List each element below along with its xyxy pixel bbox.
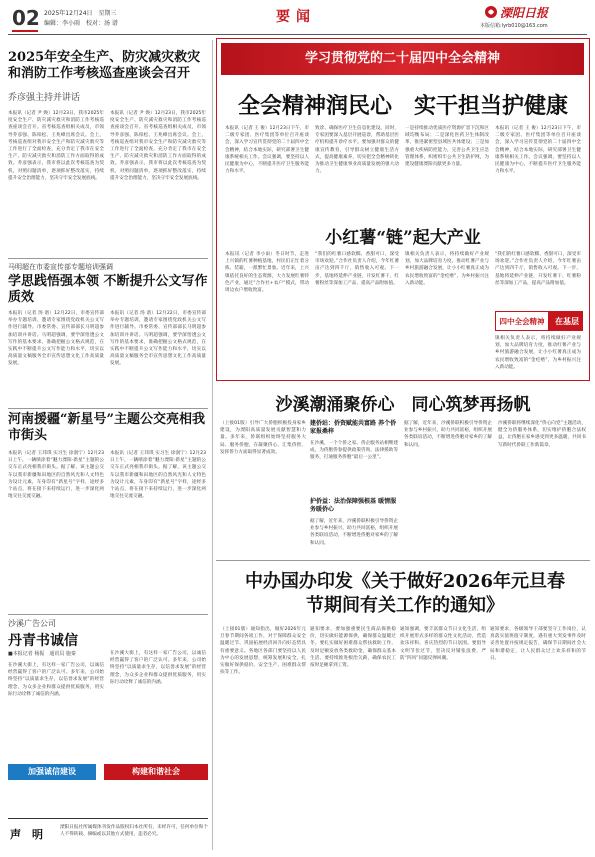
- feature-tag: [495, 311, 583, 331]
- feature-sub-col2: “我们的红薯口感软糯、香甜可口，深受市场欢迎。”合作社负责人介绍，今年红薯亩产达到四千斤，销售收入可观。下一步，基地将延伸产业链，开发红薯干、红薯粉丝等深加工产品，提高产品附加值。: [315, 252, 399, 286]
- feature-headline: 全会精神润民心 实干担当护健康: [237, 93, 568, 119]
- mid-col3-title: 护侨益：法治保障强根基 暖情服务暖侨心: [310, 498, 397, 513]
- story4-body-b: 在沙溪大街上，有这样一家广告公司，以诚信经营赢得了客户的广泛认可。多年来，公司始终坚持“以质量求生存，以信誉求发展”的经营理念，为众多企业和群众提供优质服务，用实际行动诠释了诚信的内涵。: [110, 651, 206, 685]
- story2-body-b: 本报讯（记者 汤 谱）12月22日，市委宣传部举办专题培训，邀请专家围绕党政机关公文写作进行辅导。市委常委、宣传部部长马明超参加培训并讲话。马明超强调，要学深悟透公文写作的基本要求，准确把握公文格式规范，在实践中不断提升公文写作能力和水平，切实以高质量文稿服务全市宣传思想文化工作高质量发展。: [110, 311, 206, 367]
- mid-col3: 据了解，近年来，沙溪侨联积极引导侨资企业参与乡村振兴，助力共同富裕，组织开展各类联谊活动，不断增进侨胞对家乡的了解和认同。: [310, 519, 398, 546]
- story3-body-b: 本报讯（记者 王玮琪 实习生 徐润宁）12月23日上午，一辆喷涂着“魅力溧阳·新星”主题的公交车正式亮相我市街头。据了解，该主题公交车以我市新疆和田地区的自然风光和人文特色为设计元素，车身印有“新星号”字样，途经多个站点，将在接下来持续运行，进一步深化两地交往交流交融。: [110, 451, 206, 500]
- feature-col1: 本报讯（记者 王 俊）12月23日下午，市二级专家团、医疗集团等单位召开座谈会，深入学习宣传贯彻党的二十届四中全会精神，结合本地实际，研究部署卫生健康系统相关工作。会议强调，要坚持以人民健康为中心，不断提升医疗卫生服务能力和水平。: [225, 126, 309, 175]
- story4-kicker: 沙溪广告公司: [8, 619, 56, 628]
- editor-line: 编辑：李小雨 校对：汤 谱: [44, 20, 118, 27]
- story4-body-a: 在沙溪大街上，有这样一家广告公司，以诚信经营赢得了客户的广泛认可。多年来，公司始终坚持“以质量求生存，以信誉求发展”的经营理念，为众多企业和群众提供优质服务，用实际行动诠释了诚信的内涵。: [8, 663, 104, 697]
- story2-body-a: 本报讯（记者 汤 谱）12月22日，市委宣传部举办专题培训，邀请专家围绕党政机关公文写作进行辅导。市委常委、宣传部部长马明超参加培训并讲话。马明超强调，要学深悟透公文写作的基本要求，准确把握公文格式规范，在实践中不断提升公文写作能力和水平，切实以高质量文稿服务全市宣传思想文化工作高质量发展。: [8, 311, 104, 367]
- masthead-logo: [484, 4, 580, 20]
- notice-body: 溧阳日报社所属媒体刊发作品版权归本社所有，未经许可，任何单位和个人不得转载、摘编或以其他方式使用，违者必究。: [60, 825, 208, 838]
- story1-body-b: 本报讯（记者 尹 焕）12月23日，我市2025年度安全生产、防灾减灾救灾和消防工作考核巡查座谈会召开。省考核巡查组相关成员，市领导乔彦强、陈柏松、王兆峰出席会议。会上，考核巡查组对我市安全生产和防灾减灾救灾等工作进行了全面检查，充分肯定了我市在安全生产、防灾减灾救灾和消防工作方面取得的成效。乔彦强表示，我市将以此次考核巡查为契机，对照问题清单，逐项抓好整改落实，持续提升安全治理能力，坚决守牢安全发展底线。: [110, 111, 206, 181]
- bottom-col1: （上接01版）通知指出，做好2026年元旦春节期间各项工作，对于保障群众安全温暖过节、巩固拓展经济回升向好态势具有重要意义。各地区各部门要坚持以人民为中心的发展思想，统筹发展和安全，扎实做好保供稳价、安全生产、困难群众帮扶等工作。: [220, 627, 306, 676]
- feature-subhead: 小红薯“链”起大产业: [325, 228, 481, 248]
- mid-col2-title: 建侨站：侨资赋能共富路 养个侨家报桑梓: [310, 420, 397, 435]
- feature-tag-right: 在基层: [555, 316, 579, 326]
- feature-box: [216, 38, 590, 381]
- story4-byline: ■本报记者 杨振 通讯员 施秦: [8, 651, 76, 657]
- divider: [8, 408, 208, 409]
- mid-col1: （上接01版）引导广大侨胞积极投身家乡建设，为溧阳高质量发展贡献智慧和力量。多年来，侨联组织始终坚持服务大局、服务侨胞，在凝聚侨心、汇集侨智、发挥侨力方面取得显著成效。: [220, 421, 306, 455]
- divider: [8, 258, 208, 259]
- story4-title: 丹青书诚信: [8, 633, 78, 649]
- header-email: 本版信箱:lyrb010@163.com: [480, 23, 548, 29]
- notice-label: 声 明: [10, 828, 43, 841]
- bottom-headline: 中办国办印发《关于做好2026年元旦春节期间有关工作的通知》: [244, 571, 566, 616]
- badge-integrity: 加强诚信建设: [8, 764, 96, 780]
- header-rule: [8, 34, 587, 35]
- mid-headline: 沙溪潮涌聚侨心 同心筑梦再扬帆: [275, 395, 531, 415]
- divider: [8, 818, 208, 819]
- feature-tag-left: 四中全会精神: [495, 311, 549, 331]
- feature-banner-text: 学习贯彻党的二十届四中全会精神: [304, 51, 500, 66]
- feature-col2: 致诊、确保医疗卫生信息化建设。同时，专家团要深入基层开展巡诊，帮助基层医疗机构提升诊疗水平。要加强对群众的健康宣传教育，引导群众树立健康生活方式，提高健康素养，切实把全会精神转化为推动卫生健康事业高质量发展的强大动力。: [315, 126, 399, 175]
- story1-title: 2025年安全生产、防灾减灾救灾和消防工作考核巡查座谈会召开: [8, 50, 201, 81]
- credit-banner: [8, 764, 208, 780]
- feature-sub-col4: “我们的红薯口感软糯、香甜可口，深受市场欢迎。”合作社负责人介绍，今年红薯亩产达到四千斤，销售收入可观。下一步，基地将延伸产业链，开发红薯干、红薯粉丝等深加工产品，提高产品附加值。: [495, 252, 581, 286]
- divider: [8, 614, 208, 615]
- story3-title: 河南援疆“新星号”主题公交亮相我市街头: [8, 412, 205, 443]
- page-number: 02: [12, 6, 40, 30]
- feature-banner: [221, 43, 584, 75]
- bottom-col4: 通知要求，各级领导干部要坚守工作岗位，认真落实值班值守制度，遇有重大突发事件及时妥善处置并按规定报告，确保节日期间社会大局和谐稳定，让人民群众过上欢乐祥和的节日。: [490, 627, 586, 661]
- story2-kicker: 马明超在市委宣传部专题培训强调: [8, 263, 113, 271]
- paper-name: 溧阳日报: [500, 6, 549, 20]
- bottom-col2: 通知要求，要加强重要民生商品保供稳价，切实做好能源保供，确保群众温暖过冬。要扎实做好困难群众帮扶救助工作，及时足额发放各类救助金，确保群众基本生活。要持续推进根治欠薪，确保农民工按时足额拿到工资。: [310, 627, 396, 669]
- mid-col4: 据了解，近年来，沙溪侨联积极引导侨资企业参与乡村振兴，助力共同富裕，组织开展各类联谊活动，不断增进侨胞对家乡的了解和认同。: [404, 421, 492, 448]
- feature-sub-col3: 镇相关负责人表示，将持续做好产业规划，加大品牌培育力度，推动红薯产业与乡村旅游融合发展，让小小红薯真正成为农民增收致富的“金疙瘩”，为乡村振兴注入新动能。: [405, 252, 489, 286]
- badge-harmony: 构建和谐社会: [104, 764, 208, 780]
- feature-col4: 本报讯（记者 王 俊）12月23日下午，市二级专家团、医疗集团等单位召开座谈会，深入学习宣传贯彻党的二十届四中全会精神，结合本地实际，研究部署卫生健康系统相关工作。会议强调，要坚持以人民健康为中心，不断提升医疗卫生服务能力和水平。: [495, 126, 581, 175]
- bottom-col3: 通知强调，要丰富群众节日文化生活，组织开展形式多样的群众性文化活动，营造欢乐祥和、喜庆热烈的节日氛围。要倡导文明节俭过节，坚决反对铺张浪费，严防“四风”问题反弹回潮。: [400, 627, 486, 661]
- story2-title: 学思践悟强本领 不断提升公文写作质效: [8, 274, 208, 305]
- section-title: 要闻: [276, 9, 316, 25]
- feature-col3: 一是持续推动优质医疗资源扩容下沉和区域均衡布局；二是深化医药卫生体制改革，推进紧密型县域医共体建设；三是加强重大疾病防控能力，完善公共卫生应急管理体系，织密织牢公共卫生防护网，为建设健康溧阳贡献更多力量。: [405, 126, 489, 168]
- date-line: 2025年12月24日 星期三: [44, 10, 117, 17]
- page-number-underline: [12, 30, 38, 32]
- column-divider: [212, 40, 213, 850]
- mid-col5: 沙溪侨联将继续深化“侨心向党”主题活动，健全为侨服务体系，切实维护侨胞合法权益，让侨胞在家乡感受到更多温暖，共同书写新时代侨联工作新篇章。: [498, 421, 586, 448]
- mid-col2: 在沙溪，一个个侨之家、侨企服务站相继建成，为侨胞侨眷提供政策咨询、法律援助等服务，打通服务侨胞“最后一公里”。: [310, 441, 398, 461]
- feature-sub-col1: 本报讯（记者 李小雨）冬日时节，走进上兴镇的红薯种植基地，村民们正忙着分拣、装箱，一派繁忙景象。近年来，上兴镇依托良好的生态资源，大力发展红薯特色产业，通过“合作社+农户”模式，带动周边农户增收致富。: [225, 252, 309, 294]
- feature-sub-col4b: 镇相关负责人表示，将持续做好产业规划，加大品牌培育力度，推动红薯产业与乡村旅游融合发展，让小小红薯真正成为农民增收致富的“金疙瘩”，为乡村振兴注入新动能。: [495, 336, 581, 370]
- story1-subtitle: 乔彦强主持并讲话: [8, 93, 81, 103]
- story1-body-a: 本报讯（记者 尹 焕）12月23日，我市2025年度安全生产、防灾减灾救灾和消防工作考核巡查座谈会召开。省考核巡查组相关成员，市领导乔彦强、陈柏松、王兆峰出席会议。会上，考核巡查组对我市安全生产和防灾减灾救灾等工作进行了全面检查，充分肯定了我市在安全生产、防灾减灾救灾和消防工作方面取得的成效。乔彦强表示，我市将以此次考核巡查为契机，对照问题清单，逐项抓好整改落实，持续提升安全治理能力，坚决守牢安全发展底线。: [8, 111, 104, 181]
- story3-body-a: 本报讯（记者 王玮琪 实习生 徐润宁）12月23日上午，一辆喷涂着“魅力溧阳·新星”主题的公交车正式亮相我市街头。据了解，该主题公交车以我市新疆和田地区的自然风光和人文特色为设计元素，车身印有“新星号”字样，途经多个站点，将在接下来持续运行，进一步深化两地交往交流交融。: [8, 451, 104, 500]
- divider: [216, 560, 590, 561]
